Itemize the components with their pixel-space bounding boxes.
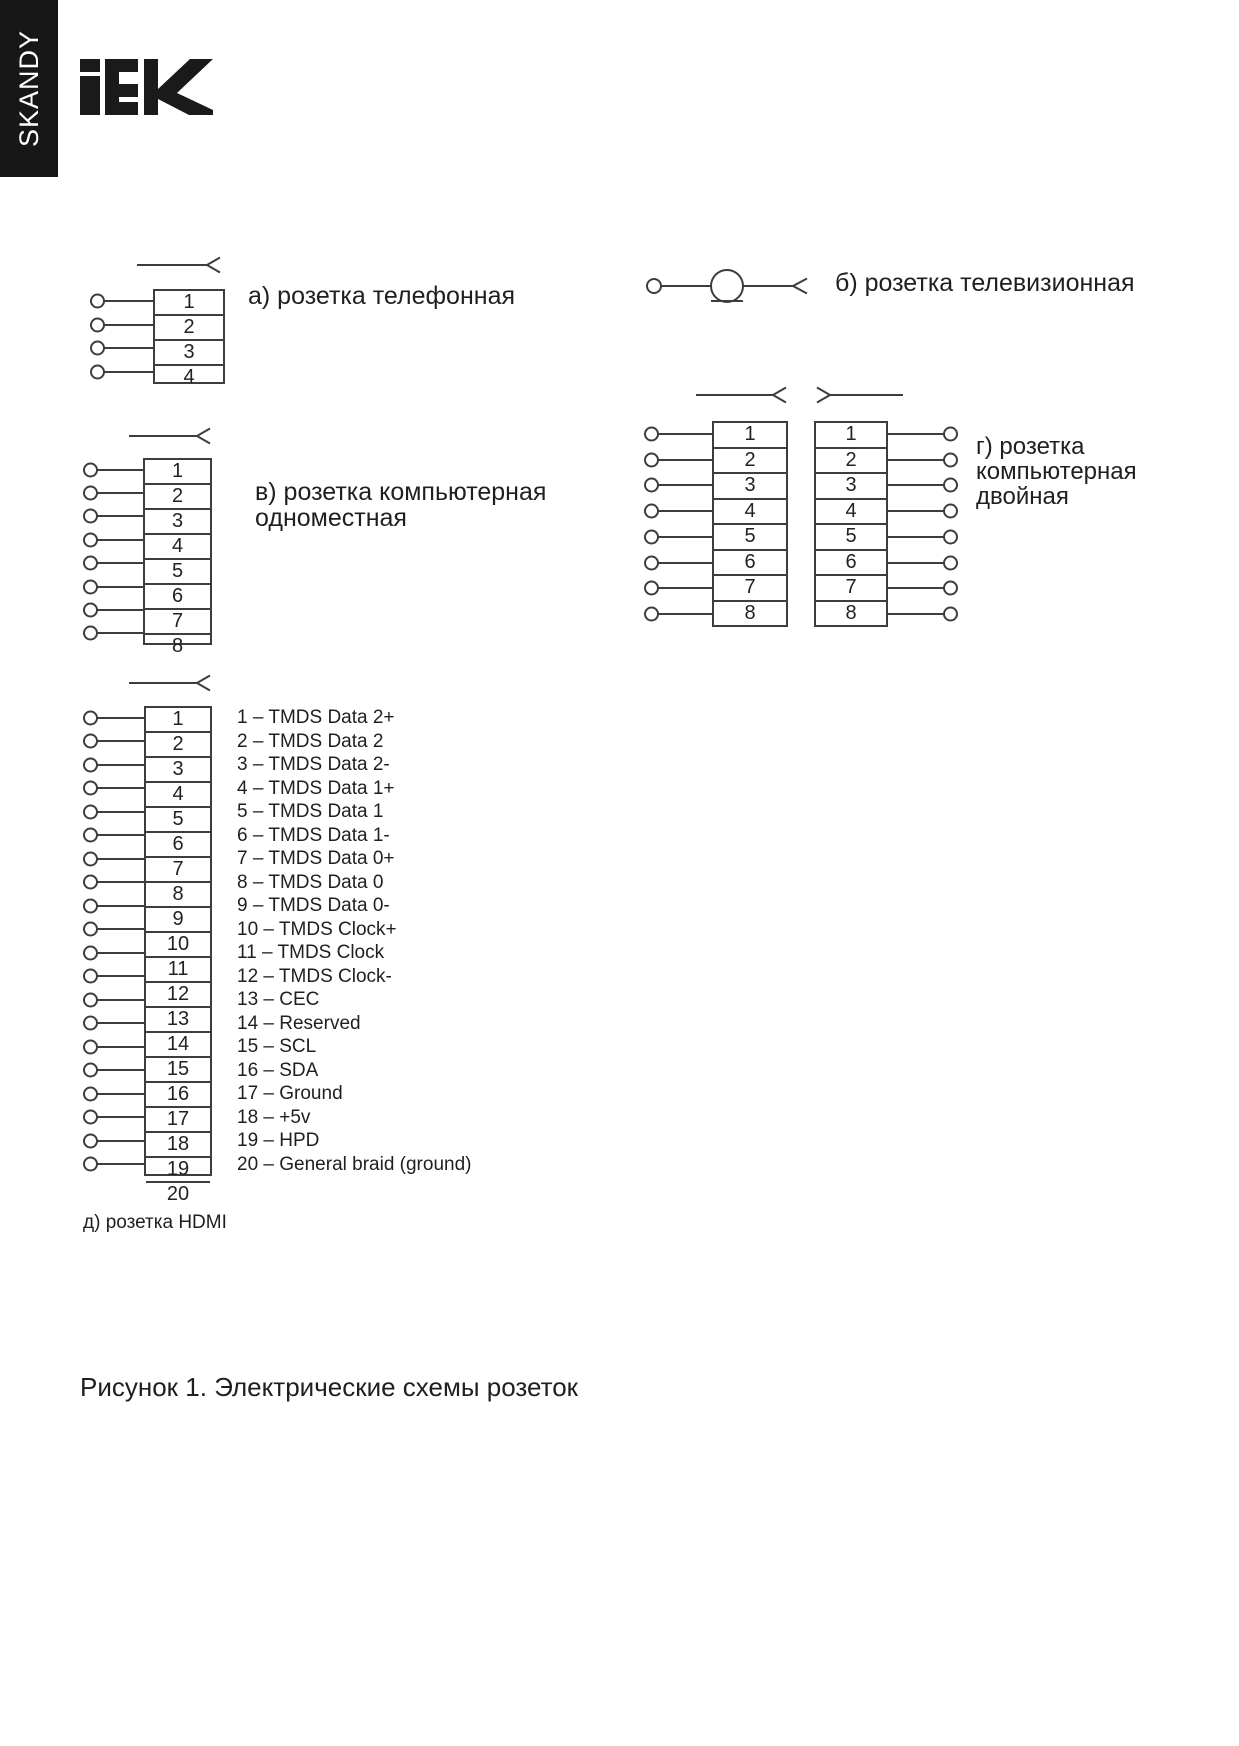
- pin-cell: 4: [155, 364, 223, 389]
- pin-cell: 5: [146, 806, 210, 831]
- pin-connector: [83, 1059, 144, 1083]
- hdmi-pin-legend: [237, 706, 471, 1176]
- plug-arrow-icon: [137, 254, 222, 276]
- pin-wire: [888, 562, 945, 564]
- pin-cell: 2: [714, 447, 786, 473]
- pin-connector: [90, 313, 153, 337]
- pin-wire: [96, 881, 144, 883]
- pin-cell: 2: [145, 483, 210, 508]
- pin-cell: 5: [145, 558, 210, 583]
- pin-cell: 3: [816, 472, 886, 498]
- computer-double-left-pin-table: [712, 421, 788, 627]
- pin-cell: 12: [146, 981, 210, 1006]
- brand-sidebar: [0, 0, 58, 177]
- hdmi-pin-label: 14 – Reserved: [237, 1012, 361, 1034]
- phone-pin-table: [153, 289, 225, 388]
- brand-sidebar-label: SKANDY: [14, 29, 44, 148]
- pin-wire: [96, 999, 144, 1001]
- pin-connector: [83, 575, 143, 598]
- pin-wire: [96, 562, 143, 564]
- pin-connector: [83, 528, 143, 551]
- pin-circle-icon: [943, 529, 958, 544]
- pin-connector: [644, 473, 712, 499]
- pin-wire: [888, 613, 945, 615]
- pin-cell: 5: [714, 523, 786, 549]
- pin-connector: [644, 550, 712, 576]
- pin-cell: 9: [146, 906, 210, 931]
- computer-single-label: [255, 479, 546, 531]
- pin-cell: 4: [816, 498, 886, 524]
- pin-cell: 3: [155, 339, 223, 364]
- pin-wire: [96, 1116, 144, 1118]
- hdmi-pin-label: 15 – SCL: [237, 1036, 317, 1057]
- pin-wire: [657, 587, 712, 589]
- pin-connector: [83, 1129, 144, 1153]
- pin-cell: 20: [146, 1181, 210, 1206]
- pin-wire: [657, 613, 712, 615]
- computer-single-pin-table: [143, 458, 212, 657]
- pin-cell: 7: [816, 574, 886, 600]
- pin-circle-icon: [943, 452, 958, 467]
- hdmi-pin-label: 13 – CEC: [237, 989, 320, 1010]
- pin-connector: [83, 730, 144, 754]
- pin-wire: [103, 371, 153, 373]
- pin-wire: [103, 300, 153, 302]
- pin-connector: [90, 360, 153, 384]
- hdmi-pin-label: 11 – TMDS Clock: [237, 942, 385, 963]
- pin-connector: [83, 988, 144, 1012]
- pin-wire: [96, 905, 144, 907]
- pin-connector: [83, 505, 143, 528]
- pin-connector: [83, 941, 144, 965]
- hdmi-pin-label: 4 – TMDS Data 1+: [237, 777, 395, 799]
- pin-connector: [888, 421, 958, 447]
- pin-cell: 5: [816, 523, 886, 549]
- pin-wire: [103, 347, 153, 349]
- tv-socket-label: б) розетка телевизионная: [835, 269, 1135, 297]
- pin-cell: 14: [146, 1031, 210, 1056]
- pin-wire: [96, 1046, 144, 1048]
- pin-wire: [657, 536, 712, 538]
- pin-wire: [96, 632, 143, 634]
- phone-pin-rail: [90, 289, 153, 384]
- hdmi-pin-label: 8 – TMDS Data 0: [237, 871, 384, 893]
- pin-connector: [83, 847, 144, 871]
- pin-cell: 1: [845, 423, 857, 446]
- pin-wire: [96, 515, 143, 517]
- pin-cell: 3: [145, 508, 210, 533]
- pin-connector: [83, 706, 144, 730]
- pin-connector: [644, 447, 712, 473]
- hdmi-pin-table: [144, 706, 212, 1205]
- plug-arrow-icon: [816, 384, 906, 406]
- pin-connector: [888, 524, 958, 550]
- pin-wire: [888, 587, 945, 589]
- tv-socket-symbol: [645, 264, 813, 308]
- pin-cell: 11: [146, 956, 210, 981]
- pin-cell: 1: [171, 460, 184, 482]
- computer-single-label-line1: в) розетка компьютерная: [255, 478, 547, 506]
- pin-circle-icon: [943, 478, 958, 493]
- hdmi-pin-label: 3 – TMDS Data 2-: [237, 754, 390, 775]
- pin-circle-icon: [943, 581, 958, 596]
- pin-cell: 4: [714, 498, 786, 524]
- pin-wire: [96, 787, 144, 789]
- pin-wire: [96, 928, 144, 930]
- hdmi-pin-label: 9 – TMDS Data 0-: [237, 895, 390, 916]
- pin-wire: [96, 1093, 144, 1095]
- pin-connector: [90, 337, 153, 361]
- pin-cell: 8: [145, 633, 210, 658]
- pin-wire: [96, 1022, 144, 1024]
- pin-connector: [644, 524, 712, 550]
- pin-connector: [888, 447, 958, 473]
- pin-cell: 6: [714, 549, 786, 575]
- pin-wire: [96, 586, 143, 588]
- hdmi-pin-label: 16 – SDA: [237, 1059, 319, 1081]
- computer-double-label-line2: компьютерная: [976, 458, 1137, 485]
- pin-cell: 7: [145, 608, 210, 633]
- hdmi-pin-rail: [83, 706, 144, 1176]
- pin-wire: [96, 811, 144, 813]
- pin-cell: 17: [146, 1106, 210, 1131]
- pin-cell: 1: [744, 423, 756, 446]
- pin-connector: [644, 421, 712, 447]
- pin-circle-icon: [943, 555, 958, 570]
- pin-cell: 16: [146, 1081, 210, 1106]
- pin-connector: [83, 824, 144, 848]
- pin-cell: 2: [155, 314, 223, 339]
- pin-cell: 7: [146, 856, 210, 881]
- pin-connector: [83, 622, 143, 645]
- pin-wire: [96, 834, 144, 836]
- pin-connector: [888, 576, 958, 602]
- plug-arrow-icon: [129, 425, 214, 447]
- pin-cell: 6: [146, 831, 210, 856]
- pin-connector: [83, 552, 143, 575]
- pin-connector: [83, 458, 143, 481]
- pin-connector: [83, 598, 143, 621]
- pin-connector: [83, 1012, 144, 1036]
- computer-double-label-line3: двойная: [976, 483, 1069, 510]
- pin-cell: 13: [146, 1006, 210, 1031]
- pin-connector: [644, 601, 712, 627]
- pin-circle-icon: [943, 504, 958, 519]
- computer-double-right-pin-table: [814, 421, 888, 627]
- iek-logo: [80, 58, 214, 115]
- pin-connector: [888, 498, 958, 524]
- pin-connector: [83, 1153, 144, 1177]
- pin-circle-icon: [943, 426, 958, 441]
- hdmi-pin-label: 20 – General braid (ground): [237, 1153, 472, 1175]
- hdmi-pin-label: 10 – TMDS Clock+: [237, 918, 397, 940]
- hdmi-pin-label: 18 – +5v: [237, 1106, 311, 1128]
- pin-cell: 6: [145, 583, 210, 608]
- pin-circle-icon: [943, 607, 958, 622]
- pin-wire: [96, 469, 143, 471]
- pin-cell: 2: [816, 447, 886, 473]
- pin-wire: [96, 1163, 144, 1165]
- pin-connector: [888, 601, 958, 627]
- pin-wire: [96, 975, 144, 977]
- pin-cell: 7: [714, 574, 786, 600]
- pin-wire: [96, 952, 144, 954]
- pin-wire: [96, 492, 143, 494]
- pin-connector: [83, 965, 144, 989]
- pin-wire: [888, 510, 945, 512]
- pin-connector: [83, 918, 144, 942]
- pin-wire: [888, 433, 945, 435]
- pin-connector: [888, 473, 958, 499]
- hdmi-pin-label: 6 – TMDS Data 1-: [237, 824, 390, 846]
- pin-wire: [96, 858, 144, 860]
- pin-cell: 2: [146, 731, 210, 756]
- plug-arrow-icon: [696, 384, 788, 406]
- hdmi-pin-label: 2 – TMDS Data 2: [237, 730, 384, 752]
- pin-cell: 8: [816, 600, 886, 626]
- hdmi-pin-label: 7 – TMDS Data 0+: [237, 848, 395, 869]
- computer-double-right-pin-rail: [888, 421, 958, 627]
- pin-cell: 4: [146, 781, 210, 806]
- pin-connector: [888, 550, 958, 576]
- pin-wire: [103, 324, 153, 326]
- pin-wire: [888, 536, 945, 538]
- pin-connector: [83, 871, 144, 895]
- pin-connector: [83, 894, 144, 918]
- pin-connector: [83, 1035, 144, 1059]
- hdmi-pin-label: 19 – HPD: [237, 1130, 320, 1151]
- hdmi-socket-label: д) розетка HDMI: [83, 1212, 227, 1233]
- figure-caption: Рисунок 1. Электрические схемы розеток: [80, 1372, 579, 1402]
- phone-socket-label: а) розетка телефонная: [248, 282, 516, 310]
- pin-connector: [83, 800, 144, 824]
- pin-connector: [83, 1106, 144, 1130]
- pin-cell: 1: [183, 291, 195, 313]
- computer-single-pin-rail: [83, 458, 143, 645]
- plug-arrow-icon: [129, 672, 214, 694]
- pin-cell: 10: [146, 931, 210, 956]
- hdmi-pin-label: 17 – Ground: [237, 1083, 343, 1104]
- pin-cell: 3: [714, 472, 786, 498]
- pin-wire: [657, 433, 712, 435]
- pin-connector: [83, 753, 144, 777]
- hdmi-pin-label: 5 – TMDS Data 1: [237, 801, 384, 822]
- computer-double-label-line1: г) розетка: [976, 433, 1085, 460]
- pin-cell: 8: [146, 881, 210, 906]
- pin-cell: 6: [816, 549, 886, 575]
- pin-connector: [83, 1082, 144, 1106]
- hdmi-pin-label: 1 – TMDS Data 2+: [237, 707, 395, 728]
- pin-cell: 3: [146, 756, 210, 781]
- pin-wire: [96, 740, 144, 742]
- computer-single-label-line2: одноместная: [255, 504, 407, 532]
- pin-cell: 18: [146, 1131, 210, 1156]
- pin-wire: [96, 1069, 144, 1071]
- pin-cell: 8: [714, 600, 786, 626]
- pin-wire: [657, 562, 712, 564]
- computer-double-left-pin-rail: [644, 421, 712, 627]
- pin-wire: [96, 539, 143, 541]
- pin-wire: [96, 1140, 144, 1142]
- pin-wire: [96, 717, 144, 719]
- pin-connector: [644, 576, 712, 602]
- pin-connector: [83, 481, 143, 504]
- pin-wire: [96, 609, 143, 611]
- pin-wire: [657, 510, 712, 512]
- pin-wire: [96, 764, 144, 766]
- pin-wire: [657, 459, 712, 461]
- pin-wire: [888, 459, 945, 461]
- pin-wire: [888, 484, 945, 486]
- computer-double-label: [976, 434, 1137, 509]
- pin-cell: 15: [146, 1056, 210, 1081]
- pin-connector: [644, 498, 712, 524]
- pin-connector: [83, 777, 144, 801]
- hdmi-pin-label: 12 – TMDS Clock-: [237, 965, 392, 987]
- pin-connector: [90, 289, 153, 313]
- pin-cell: 19: [146, 1156, 210, 1181]
- pin-cell: 4: [145, 533, 210, 558]
- pin-wire: [657, 484, 712, 486]
- pin-cell: 1: [172, 708, 184, 730]
